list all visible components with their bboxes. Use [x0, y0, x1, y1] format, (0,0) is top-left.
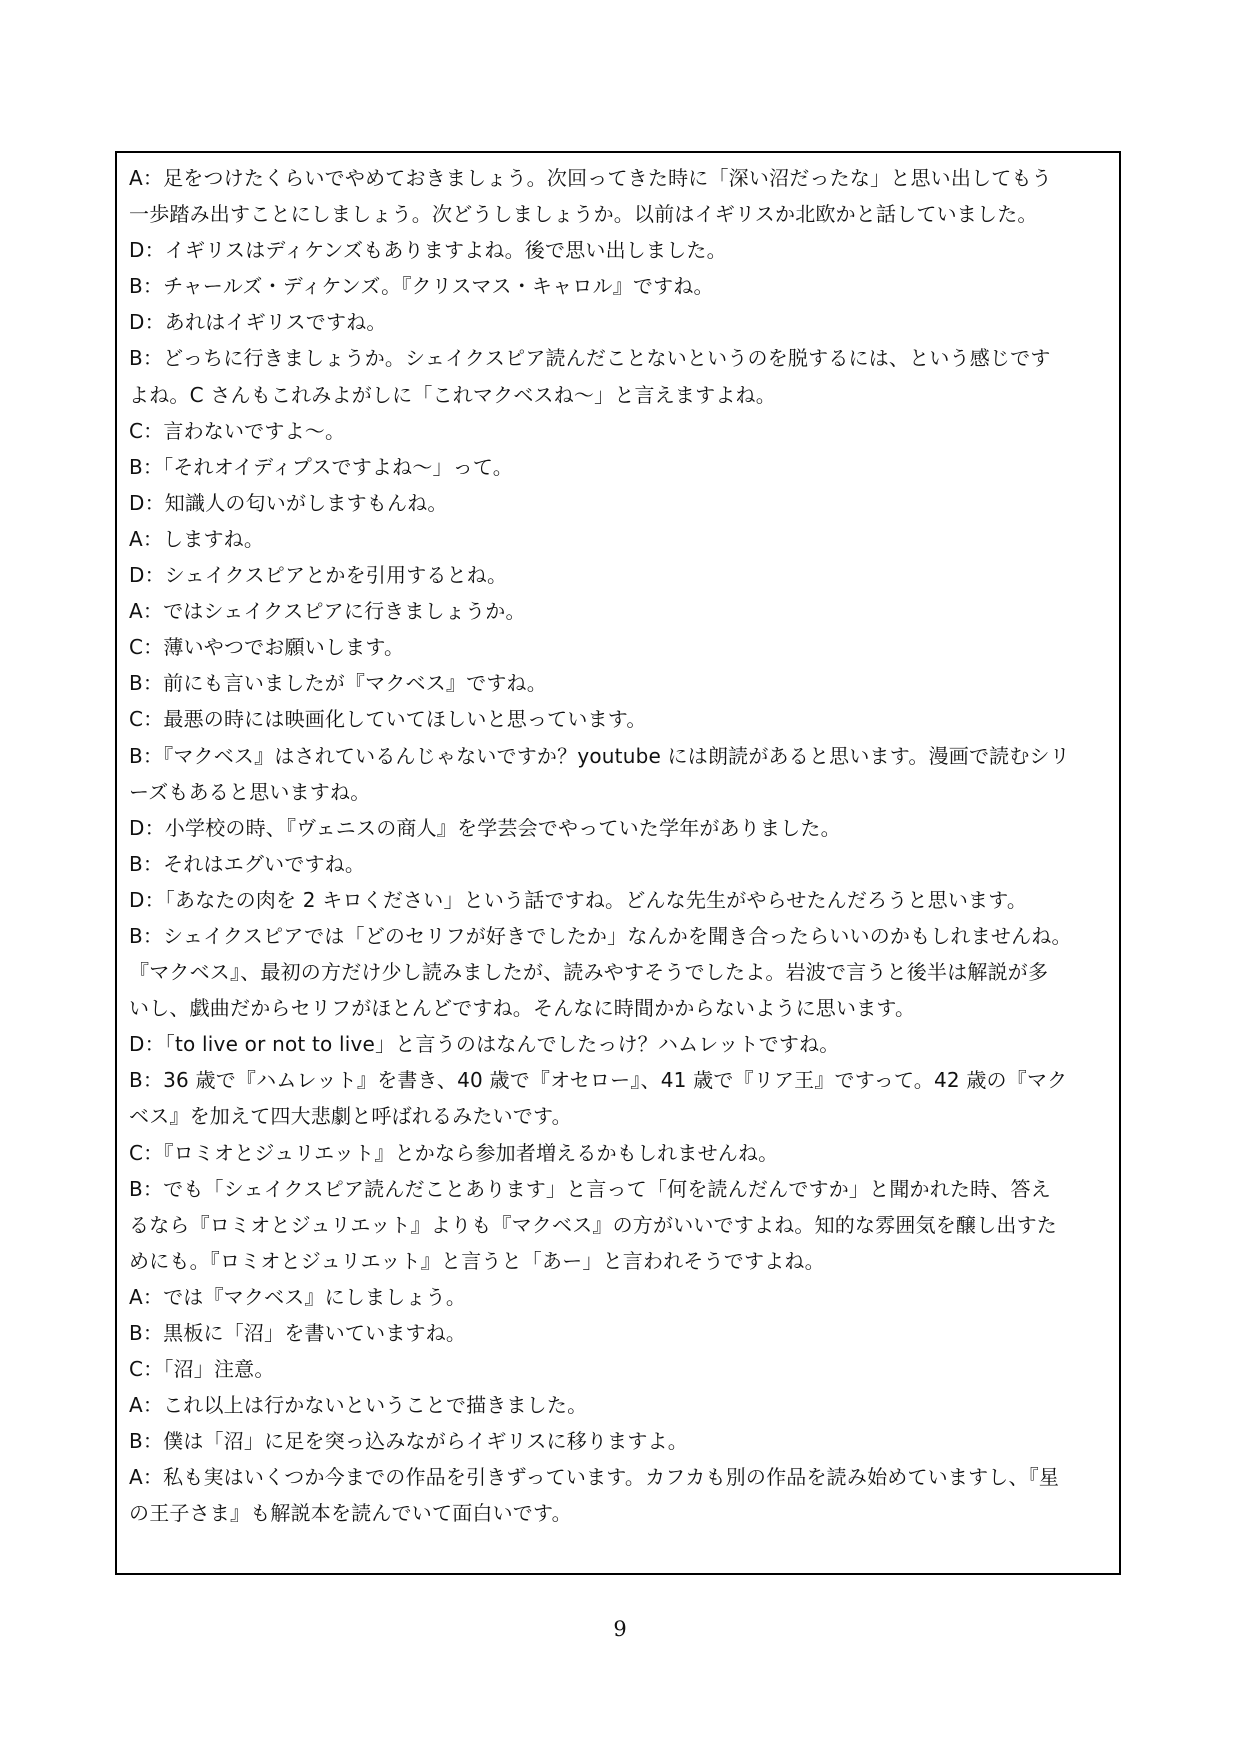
- transcript-line: B：チャールズ・ディケンズ。『クリスマス・キャロル』ですね。: [129, 274, 714, 299]
- transcript-line: B：シェイクスピアでは「どのセリフが好きでしたか」なんかを聞き合ったらいいのかもしれませんね。: [129, 923, 1072, 948]
- transcript-line: B：でも「シェイクスピア読んだことあります」と言って「何を読んだんですか」と聞かれた時、答え: [129, 1176, 1051, 1201]
- transcript-line: D：シェイクスピアとかを引用するとね。: [129, 563, 508, 588]
- transcript-line: B：それはエグいですね。: [129, 851, 366, 876]
- transcript-line: いし、戯曲だからセリフがほとんどですね。そんなに時間かからないように思います。: [129, 996, 916, 1021]
- transcript-line: B：僕は「沼」に足を突っ込みながらイギリスに移りますよ。: [129, 1429, 688, 1454]
- transcript-line: A：私も実はいくつか今までの作品を引きずっています。カフカも別の作品を読み始めていますし、『星: [129, 1465, 1060, 1490]
- transcript-line: D：小学校の時、『ヴェニスの商人』を学芸会でやっていた学年がありました。: [129, 815, 841, 840]
- transcript-line: A：これ以上は行かないということで描きました。: [129, 1393, 588, 1418]
- transcript-line: C：言わないですよ〜。: [129, 418, 346, 443]
- transcript-line: C：「沼」注意。: [129, 1357, 275, 1382]
- transcript-line: C：最悪の時には映画化していてほしいと思っています。: [129, 707, 647, 732]
- page-number: 9: [613, 1617, 627, 1641]
- transcript-line: B：「それオイディプスですよね〜」って。: [129, 454, 513, 479]
- transcript-box: [115, 151, 1121, 1575]
- transcript-line: A：ではシェイクスピアに行きましょうか。: [129, 599, 526, 624]
- transcript-line: ベス』を加えて四大悲劇と呼ばれるみたいです。: [129, 1104, 572, 1129]
- transcript-line: めにも。『ロミオとジュリエット』と言うと「あー」と言われそうですよね。: [129, 1248, 825, 1273]
- transcript-line: B：どっちに行きましょうか。シェイクスピア読んだことないというのを脱するには、という感じです: [129, 346, 1051, 371]
- transcript-line: るなら『ロミオとジュリエット』よりも『マクベス』の方がいいですよね。知的な雰囲気を醸し出すた: [129, 1212, 1057, 1237]
- transcript-line: D：イギリスはディケンズもありますよね。後で思い出しました。: [129, 238, 727, 263]
- transcript-line: B：黒板に「沼」を書いていますね。: [129, 1321, 467, 1345]
- transcript-line: C：薄いやつでお願いします。: [129, 635, 405, 660]
- transcript-line: D：「あなたの肉を 2 キロください」という話ですね。どんな先生がやらせたんだろうと思います。: [129, 887, 1028, 912]
- transcript-line: B：36 歳で『ハムレット』を書き、40 歳で『オセロー』、41 歳で『リア王』ですって。42 歳の『マク: [129, 1068, 1068, 1093]
- transcript-line: ーズもあると思いますね。: [129, 779, 371, 804]
- transcript-line: A：しますね。: [129, 526, 265, 551]
- transcript-line: B：前にも言いましたが『マクベス』ですね。: [129, 671, 547, 696]
- transcript-line: A：足をつけたくらいでやめておきましょう。次回ってきた時に「深い沼だったな」と思い出してもう: [129, 166, 1052, 190]
- transcript-line: 一歩踏み出すことにしましょう。次どうしましょうか。以前はイギリスか北欧かと話していました。: [129, 202, 1038, 227]
- transcript-line: D：あれはイギリスですね。: [129, 310, 387, 335]
- transcript-line: A：では『マクベス』にしましょう。: [129, 1284, 467, 1309]
- transcript-line: D：知識人の匂いがしますもんね。: [129, 490, 448, 515]
- transcript-line: D：「to live or not to live」と言うのはなんでしたっけ？ハムレットですね。: [129, 1032, 840, 1057]
- transcript-line: よね。C さんもこれみよがしに「これマクベスね〜」と言えますよね。: [129, 382, 776, 407]
- transcript-line: C：『ロミオとジュリエット』とかなら参加者増えるかもしれませんね。: [129, 1140, 779, 1165]
- transcript-line: 『マクベス』、最初の方だけ少し読みましたが、読みやすそうでしたよ。岩波で言うと後半は解説が多: [129, 960, 1049, 985]
- transcript-line: B：『マクベス』はされているんじゃないですか？youtube には朗読があると思います。漫画で読むシリ: [129, 743, 1070, 768]
- transcript-line: の王子さま』も解説本を読んでいて面白いです。: [129, 1501, 572, 1526]
